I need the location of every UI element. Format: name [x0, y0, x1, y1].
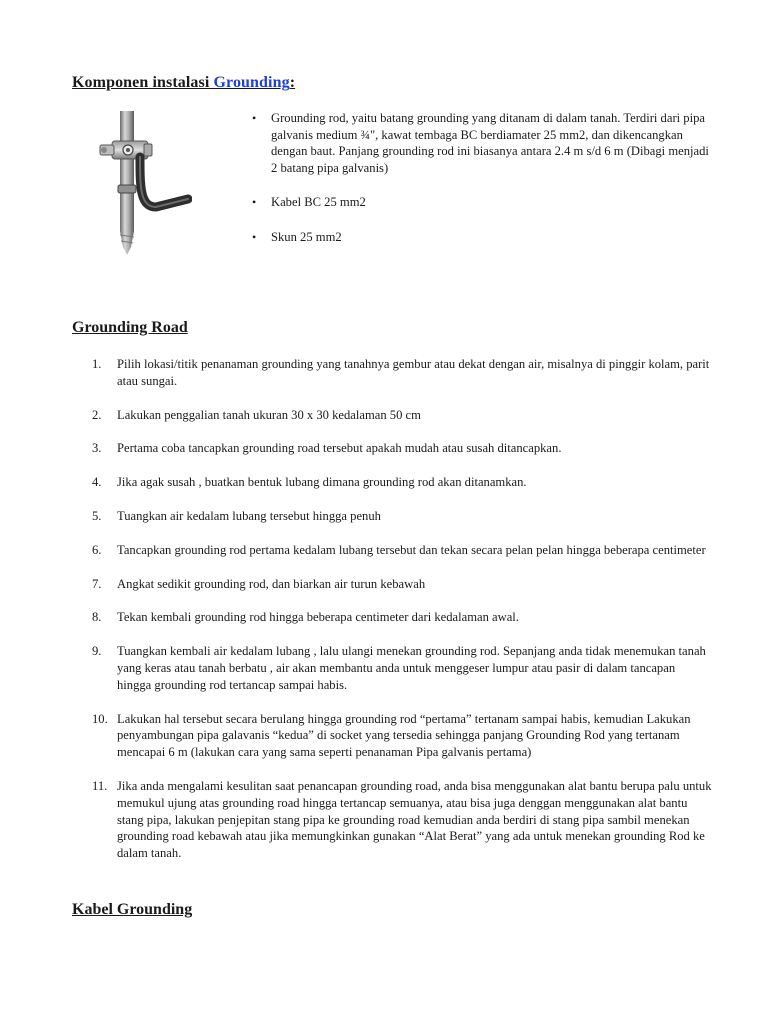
- step-text: Lakukan penggalian tanah ukuran 30 x 30 kedalaman 50 cm: [117, 407, 421, 422]
- step-text: Tuangkan air kedalam lubang tersebut hingga penuh: [117, 508, 381, 523]
- list-item: [72, 711, 712, 761]
- list-item: [72, 407, 712, 424]
- component-text: Kabel BC 25 mm2: [271, 195, 366, 209]
- grounding-rod-clamp-icon: [96, 107, 192, 257]
- list-item: [250, 110, 710, 176]
- heading-prefix: Komponen instalasi: [72, 74, 214, 91]
- heading-suffix: :: [289, 74, 296, 91]
- components-heading: [72, 74, 295, 92]
- list-item: [72, 643, 712, 693]
- step-number: 5.: [92, 508, 102, 523]
- components-list: [250, 110, 710, 263]
- component-text: Skun 25 mm2: [271, 229, 342, 244]
- step-number: 4.: [92, 475, 102, 490]
- step-number: 11.: [92, 778, 108, 793]
- bullet-icon: •: [252, 229, 257, 244]
- bullet-icon: •: [252, 111, 257, 125]
- step-number: 10.: [92, 711, 108, 726]
- step-number: 3.: [92, 441, 102, 456]
- step-number: 1.: [92, 357, 102, 371]
- section-heading-kabel-grounding: Kabel Grounding: [72, 901, 193, 918]
- step-text: Jika anda mengalami kesulitan saat penancapan grounding road, anda bisa menggunakan alat bantu berupa palu untuk memukul ujung atas grounding road hingga tertancap semuanya, atau bisa juga denggan menggunakan alat bantu stang pipa, lakukan penjepitan stang pipa ke grounding road kemudian anda berdiri di stang pipa sambil menekan grounding road kebawah atau jika memungkinkan gunakan “Alat Berat” yang ada untuk menekan grounding Rod ke dalam tanah.: [117, 778, 712, 861]
- step-text: Pilih lokasi/titik penanaman grounding yang tanahnya gembur atau dekat dengan air, misalnya di pinggir kolam, parit atau sungai.: [117, 357, 710, 388]
- list-item: [250, 229, 710, 246]
- list-item: [72, 474, 712, 491]
- steps-list: [72, 356, 712, 879]
- list-item: [72, 356, 712, 390]
- component-text: Grounding rod, yaitu batang grounding yang ditanam di dalam tanah. Terdiri dari pipa galvanis medium ¾", kawat tembaga BC berdiamater 25 mm2, dan dikencangkan dengan baut. Panjang grounding rod ini biasanya antara 2.4 m s/d 6 m (Dibagi menjadi 2 batang pipa galvanis): [271, 111, 709, 175]
- list-item: [72, 440, 712, 457]
- step-text: Tancapkan grounding rod pertama kedalam lubang tersebut dan tekan secara pelan pelan hingga beberapa centimeter: [117, 542, 706, 557]
- step-text: Angkat sedikit grounding rod, dan biarkan air turun kebawah: [117, 576, 426, 591]
- list-item: [72, 542, 712, 559]
- list-item: [72, 609, 712, 626]
- list-item: [72, 576, 712, 593]
- step-number: 7.: [92, 576, 102, 591]
- step-text: Tuangkan kembali air kedalam lubang , lalu ulangi menekan grounding rod. Sepanjang anda tidak menemukan tanah yang keras atau tanah berbatu , air akan membantu anda untuk menggeser lumpur atau pasir di dalam tancapan hingga grounding rod tertancap sampai habis.: [117, 644, 706, 692]
- list-item: [72, 508, 712, 525]
- grounding-link[interactable]: Grounding: [213, 74, 290, 91]
- step-text: Pertama coba tancapkan grounding road tersebut apakah mudah atau susah ditancapkan.: [117, 441, 562, 456]
- step-number: 9.: [92, 644, 102, 659]
- bullet-icon: •: [252, 195, 257, 209]
- step-number: 2.: [92, 407, 102, 422]
- step-text: Tekan kembali grounding rod hingga beberapa centimeter dari kedalaman awal.: [117, 610, 519, 625]
- list-item: [72, 778, 712, 862]
- list-item: [250, 194, 710, 211]
- step-text: Jika agak susah , buatkan bentuk lubang dimana grounding rod akan ditanamkan.: [117, 475, 527, 490]
- step-text: Lakukan hal tersebut secara berulang hingga grounding rod “pertama” tertanam sampai habis, kemudian Lakukan penyambungan pipa galavanis “kedua” di socket yang tersedia sehingga panjang Grounding Rod yang tertanam mencapai 6 m (lakukan cara yang sama seperti penanaman Pipa galvanis pertama): [117, 711, 691, 760]
- section-heading-grounding-road: Grounding Road: [72, 319, 188, 336]
- step-number: 6.: [92, 542, 102, 557]
- step-number: 8.: [92, 610, 102, 625]
